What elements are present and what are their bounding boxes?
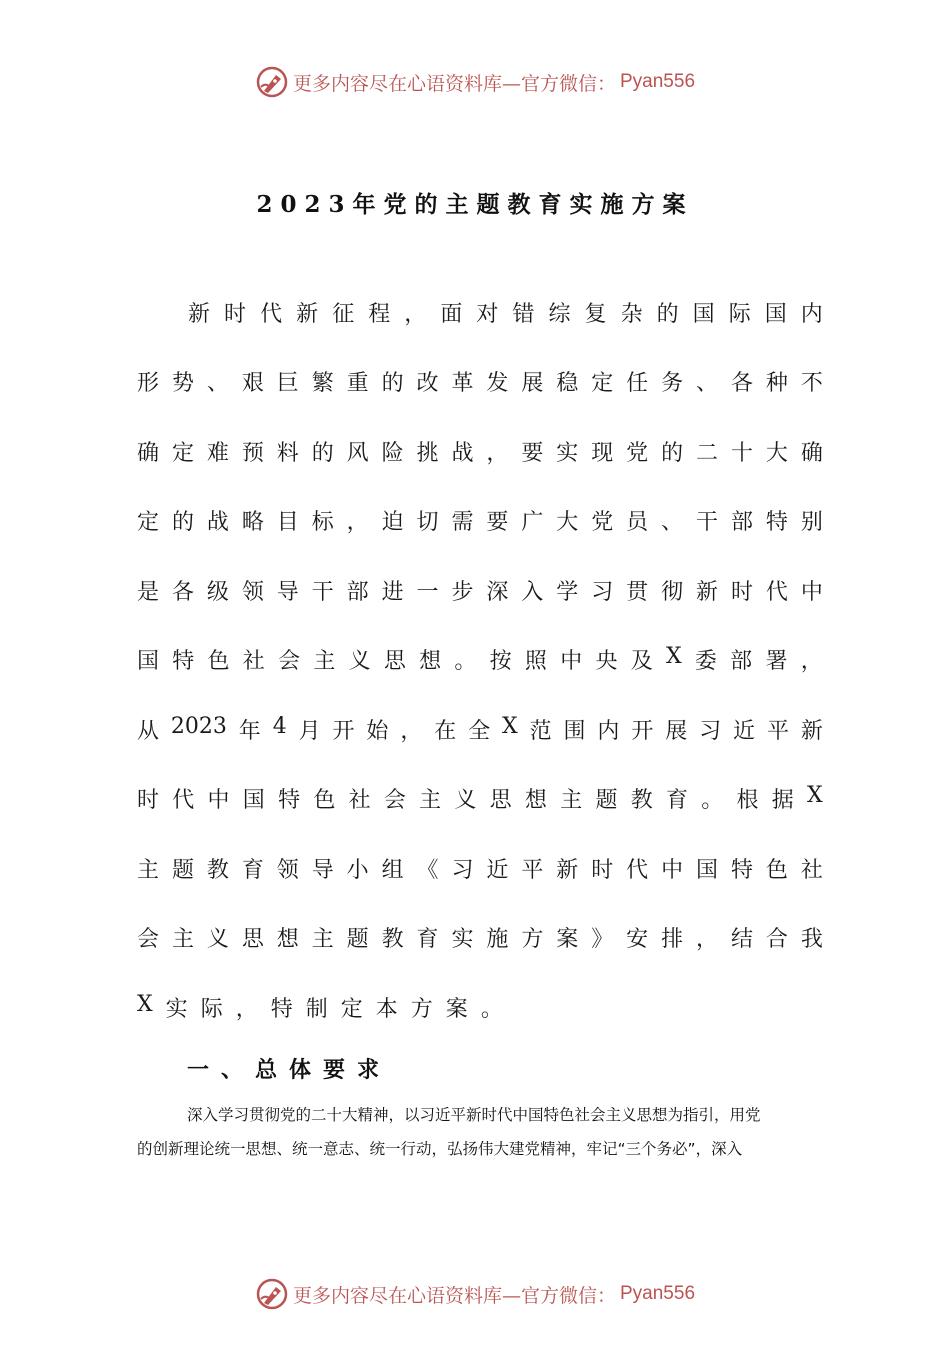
intro-line: [137, 575, 823, 606]
intro-glyph: ，: [404, 302, 427, 327]
intro-glyph: 想: [419, 649, 442, 674]
intro-glyph: 、: [206, 371, 229, 396]
intro-glyph: 案: [556, 927, 579, 952]
intro-glyph: 教: [381, 927, 404, 952]
intro-glyph: 国: [692, 302, 715, 327]
intro-glyph: 挑: [416, 441, 439, 466]
intro-glyph: 干: [311, 580, 334, 605]
pen-nib-logo-icon: [255, 1277, 289, 1311]
intro-glyph: 案: [445, 997, 481, 1022]
intro-glyph: 综: [548, 302, 571, 327]
intro-glyph: 习: [699, 719, 722, 744]
watermark-text: 更多内容尽在心语资料库—官方微信：: [292, 72, 616, 95]
intro-glyph: 在: [434, 719, 457, 744]
intro-glyph: 照: [524, 649, 547, 674]
intro-glyph: 排: [661, 927, 684, 952]
intro-glyph: 特: [172, 649, 195, 674]
intro-glyph: 色: [765, 858, 788, 883]
intro-glyph: 会: [383, 788, 406, 813]
watermark-content: [255, 65, 695, 99]
intro-glyph: 时: [137, 788, 160, 813]
intro-glyph: 4: [272, 714, 287, 739]
intro-line: [188, 297, 823, 328]
intro-glyph: 从: [137, 719, 160, 744]
intro-glyph: 思: [383, 649, 406, 674]
intro-glyph: 别: [800, 510, 823, 535]
paragraph-line: 深入学习贯彻党的二十大精神，以习近平新时代中国特色社会主义思想为指引，用党: [187, 1106, 761, 1124]
footer-watermark: [0, 1274, 950, 1314]
intro-line: [137, 922, 823, 953]
intro-glyph: 是: [137, 580, 160, 605]
intro-glyph: 定: [591, 371, 614, 396]
intro-glyph: 2023: [170, 714, 227, 739]
intro-glyph: 实: [556, 441, 579, 466]
intro-glyph: 需: [451, 510, 474, 535]
intro-glyph: 时: [224, 302, 247, 327]
intro-glyph: 领: [276, 858, 299, 883]
intro-glyph: 深: [486, 580, 509, 605]
intro-glyph: 育: [241, 858, 264, 883]
intro-glyph: 的: [311, 441, 334, 466]
intro-glyph: 国: [242, 788, 265, 813]
intro-glyph: 围: [563, 719, 586, 744]
intro-glyph: 党: [626, 441, 649, 466]
intro-glyph: 题: [595, 788, 618, 813]
intro-glyph: 。: [454, 649, 477, 674]
intro-glyph: 干: [696, 510, 719, 535]
intro-glyph: 结: [730, 927, 753, 952]
intro-line: [137, 644, 823, 675]
intro-glyph: 近: [733, 719, 756, 744]
intro-line: [137, 853, 823, 884]
paragraph-line: 的创新理论统一思想、统一意志、统一行动，弘扬伟大建党精神，牢记“三个务必”，深入: [137, 1140, 743, 1158]
intro-glyph: 根: [736, 788, 759, 813]
intro-glyph: 习: [451, 858, 474, 883]
intro-glyph: 党: [591, 510, 614, 535]
intro-glyph: 中: [207, 788, 230, 813]
intro-glyph: 要: [486, 510, 509, 535]
intro-glyph: 会: [137, 927, 160, 952]
intro-glyph: ，: [346, 510, 369, 535]
intro-glyph: 大: [556, 510, 579, 535]
intro-glyph: 《: [416, 858, 439, 883]
intro-glyph: 范: [529, 719, 552, 744]
intro-glyph: 教: [630, 788, 653, 813]
intro-glyph: 广: [521, 510, 544, 535]
intro-glyph: 义: [206, 927, 229, 952]
intro-glyph: 习: [591, 580, 614, 605]
intro-glyph: 主: [171, 927, 194, 952]
intro-glyph: 的: [661, 441, 684, 466]
intro-glyph: 育: [416, 927, 439, 952]
intro-glyph: 题: [171, 858, 194, 883]
intro-glyph: 务: [661, 371, 684, 396]
intro-glyph: 新: [188, 302, 211, 327]
intro-glyph: 风: [346, 441, 369, 466]
intro-glyph: 本: [375, 997, 411, 1022]
intro-glyph: 标: [311, 510, 334, 535]
intro-glyph: 主: [311, 927, 334, 952]
intro-glyph: 中: [800, 580, 823, 605]
intro-glyph: 代: [626, 858, 649, 883]
intro-glyph: X: [137, 992, 166, 1017]
intro-glyph: 巨: [276, 371, 299, 396]
intro-glyph: 定: [137, 510, 160, 535]
intro-glyph: 特: [278, 788, 301, 813]
intro-line: [137, 436, 823, 467]
intro-glyph: 国: [137, 649, 160, 674]
intro-glyph: 内: [597, 719, 620, 744]
intro-glyph: 色: [207, 649, 230, 674]
intro-glyph: 对: [476, 302, 499, 327]
intro-glyph: 安: [626, 927, 649, 952]
intro-glyph: 进: [381, 580, 404, 605]
intro-glyph: 按: [489, 649, 512, 674]
intro-glyph: 艰: [241, 371, 264, 396]
intro-glyph: 确: [137, 441, 160, 466]
intro-glyph: 特: [765, 510, 788, 535]
intro-glyph: 学: [556, 580, 579, 605]
intro-glyph: 改: [416, 371, 439, 396]
intro-glyph: 战: [451, 441, 474, 466]
intro-glyph: 稳: [556, 371, 579, 396]
intro-glyph: 国: [696, 858, 719, 883]
intro-glyph: 主: [137, 858, 160, 883]
intro-glyph: 二: [696, 441, 719, 466]
intro-glyph: 义: [454, 788, 477, 813]
intro-glyph: 定: [171, 441, 194, 466]
intro-glyph: 、: [696, 371, 719, 396]
intro-glyph: 新: [556, 858, 579, 883]
intro-glyph: 重: [346, 371, 369, 396]
intro-glyph: 平: [521, 858, 544, 883]
intro-glyph: 迫: [381, 510, 404, 535]
intro-glyph: 错: [512, 302, 535, 327]
intro-glyph: 代: [172, 788, 195, 813]
intro-glyph: 的: [656, 302, 679, 327]
intro-glyph: 平: [766, 719, 789, 744]
intro-glyph: 会: [278, 649, 301, 674]
intro-glyph: 部: [346, 580, 369, 605]
intro-line: [137, 783, 823, 814]
intro-glyph: 要: [521, 441, 544, 466]
intro-glyph: 代: [260, 302, 283, 327]
watermark-content: [255, 1277, 695, 1311]
intro-glyph: 想: [524, 788, 547, 813]
intro-glyph: 思: [241, 927, 264, 952]
intro-glyph: 革: [451, 371, 474, 396]
intro-glyph: 义: [348, 649, 371, 674]
intro-glyph: 不: [800, 371, 823, 396]
intro-glyph: 实: [451, 927, 474, 952]
intro-glyph: 主: [313, 649, 336, 674]
intro-glyph: X: [665, 644, 682, 669]
intro-glyph: 》: [591, 927, 614, 952]
intro-glyph: 切: [416, 510, 439, 535]
intro-glyph: 战: [206, 510, 229, 535]
intro-glyph: 题: [346, 927, 369, 952]
intro-glyph: 开: [332, 719, 355, 744]
intro-glyph: 始: [366, 719, 389, 744]
intro-glyph: ，: [800, 649, 823, 674]
intro-glyph: 际: [728, 302, 751, 327]
intro-glyph: 代: [765, 580, 788, 605]
intro-glyph: 际: [200, 997, 236, 1022]
intro-glyph: 难: [206, 441, 229, 466]
intro-glyph: 组: [381, 858, 404, 883]
intro-glyph: 预: [241, 441, 264, 466]
intro-glyph: 发: [486, 371, 509, 396]
page-title: 2023年党的主题教育实施方案: [256, 191, 694, 218]
intro-glyph: 各: [730, 371, 753, 396]
intro-glyph: 贯: [626, 580, 649, 605]
intro-glyph: 主: [560, 788, 583, 813]
section-heading: 一、总体要求: [187, 1057, 392, 1083]
intro-glyph: 及: [630, 649, 653, 674]
intro-line: [137, 992, 823, 1023]
intro-glyph: 险: [381, 441, 404, 466]
pen-nib-logo-icon: [255, 65, 289, 99]
intro-glyph: X: [502, 714, 518, 739]
intro-line: [137, 714, 823, 745]
intro-glyph: 入: [521, 580, 544, 605]
intro-glyph: 新: [696, 580, 719, 605]
intro-glyph: 月: [298, 719, 321, 744]
intro-glyph: 中: [560, 649, 583, 674]
intro-glyph: ，: [486, 441, 509, 466]
intro-glyph: 大: [765, 441, 788, 466]
intro-glyph: 开: [631, 719, 654, 744]
intro-glyph: 步: [451, 580, 474, 605]
intro-glyph: 委: [694, 649, 717, 674]
intro-glyph: 目: [276, 510, 299, 535]
intro-glyph: 面: [440, 302, 463, 327]
intro-glyph: 小: [346, 858, 369, 883]
intro-glyph: 制: [305, 997, 341, 1022]
intro-glyph: 复: [584, 302, 607, 327]
intro-glyph: 新: [800, 719, 823, 744]
intro-glyph: 国: [764, 302, 787, 327]
watermark-wechat-id: Pyan556: [620, 1283, 696, 1304]
intro-glyph: 央: [595, 649, 618, 674]
intro-glyph: 时: [591, 858, 614, 883]
intro-glyph: 程: [368, 302, 391, 327]
intro-glyph: 形: [137, 371, 160, 396]
intro-glyph: 社: [800, 858, 823, 883]
intro-glyph: ，: [696, 927, 719, 952]
intro-glyph: 。: [701, 788, 724, 813]
intro-glyph: 施: [486, 927, 509, 952]
intro-glyph: 部: [730, 649, 753, 674]
watermark-wechat-id: Pyan556: [620, 71, 696, 92]
header-watermark: [0, 62, 950, 102]
intro-glyph: ，: [400, 719, 423, 744]
intro-glyph: 据: [771, 788, 794, 813]
intro-glyph: 色: [313, 788, 336, 813]
intro-glyph: 新: [296, 302, 319, 327]
intro-glyph: 年: [238, 719, 261, 744]
intro-glyph: 。: [480, 997, 516, 1022]
intro-glyph: 略: [241, 510, 264, 535]
intro-glyph: 的: [171, 510, 194, 535]
watermark-text: 更多内容尽在心语资料库—官方微信：: [292, 1284, 616, 1307]
intro-glyph: 内: [800, 302, 823, 327]
intro-glyph: 杂: [620, 302, 643, 327]
intro-glyph: 征: [332, 302, 355, 327]
intro-glyph: 方: [410, 997, 446, 1022]
intro-glyph: 确: [800, 441, 823, 466]
intro-glyph: 中: [661, 858, 684, 883]
intro-glyph: 合: [765, 927, 788, 952]
intro-glyph: 繁: [311, 371, 334, 396]
intro-glyph: 种: [765, 371, 788, 396]
intro-glyph: 定: [340, 997, 376, 1022]
intro-glyph: 社: [242, 649, 265, 674]
intro-line: [137, 366, 823, 397]
intro-glyph: 主: [419, 788, 442, 813]
intro-glyph: 特: [730, 858, 753, 883]
intro-glyph: 料: [276, 441, 299, 466]
intro-glyph: 全: [468, 719, 491, 744]
intro-glyph: 、: [661, 510, 684, 535]
intro-glyph: 方: [521, 927, 544, 952]
intro-glyph: 级: [206, 580, 229, 605]
intro-glyph: 署: [765, 649, 788, 674]
intro-glyph: 各: [171, 580, 194, 605]
intro-glyph: 彻: [661, 580, 684, 605]
intro-glyph: 实: [165, 997, 201, 1022]
intro-glyph: 现: [591, 441, 614, 466]
intro-glyph: 的: [381, 371, 404, 396]
intro-glyph: 导: [311, 858, 334, 883]
intro-glyph: 教: [206, 858, 229, 883]
intro-glyph: 部: [730, 510, 753, 535]
intro-glyph: 展: [521, 371, 544, 396]
intro-glyph: 一: [416, 580, 439, 605]
intro-glyph: 十: [730, 441, 753, 466]
intro-glyph: 想: [276, 927, 299, 952]
intro-glyph: 我: [800, 927, 823, 952]
intro-glyph: 思: [489, 788, 512, 813]
intro-glyph: 育: [665, 788, 688, 813]
intro-glyph: 近: [486, 858, 509, 883]
intro-glyph: 社: [348, 788, 371, 813]
intro-glyph: 员: [626, 510, 649, 535]
intro-glyph: ，: [235, 997, 271, 1022]
intro-glyph: 任: [626, 371, 649, 396]
intro-glyph: X: [807, 783, 823, 808]
intro-glyph: 势: [171, 371, 194, 396]
section-paragraph: [137, 1098, 827, 1166]
intro-glyph: 导: [276, 580, 299, 605]
intro-glyph: 时: [730, 580, 753, 605]
intro-line: [137, 505, 823, 536]
intro-glyph: 特: [270, 997, 306, 1022]
intro-glyph: 展: [665, 719, 688, 744]
intro-glyph: 领: [241, 580, 264, 605]
